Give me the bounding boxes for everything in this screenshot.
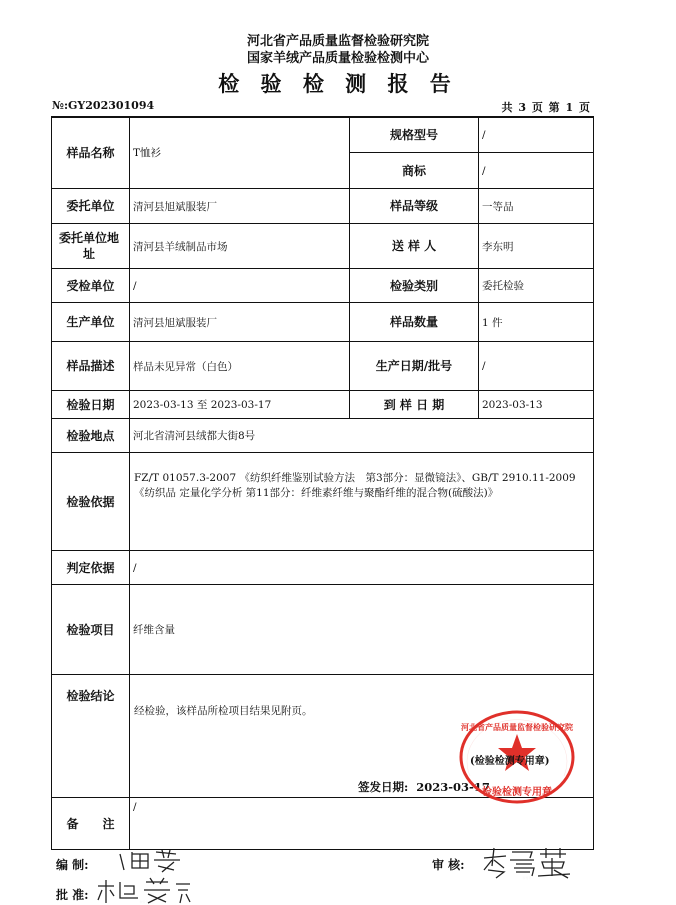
quantity-label: 样品数量: [389, 315, 438, 329]
test-date-label: 检验日期: [66, 397, 115, 412]
production-date-label: 生产日期/批号: [375, 359, 453, 373]
description-label: 样品描述: [66, 359, 115, 373]
report-number: №:GY202301094: [52, 99, 155, 112]
basis-value: FZ/T 01057.3-2007 《纺织纤维鉴别试验方法 第3部分：显微镜法》、GB/T 2910.11-2009 《纺织品 定量化学分析 第11部分：纤维素纤维与聚酯纤维的混合物(硫酸法)》: [134, 472, 576, 499]
compiler-signature: [118, 848, 188, 874]
approver-label: 批 准:: [56, 888, 89, 902]
inspect-type-label: 检验类别: [389, 278, 438, 293]
row-line: [51, 674, 594, 675]
client-address-value: 清河县羊绒制品市场: [133, 240, 228, 253]
inspect-type-value: 委托检验: [482, 280, 524, 292]
spec-value: /: [482, 128, 486, 141]
approver-signature: [94, 876, 194, 905]
inspected-unit-value: /: [133, 279, 137, 292]
brand-value: /: [482, 164, 486, 177]
client-value: 清河县旭斌服装厂: [133, 200, 217, 213]
remark-label: 备 注: [66, 816, 115, 831]
svg-text:柳爱景: 柳爱景: [139, 900, 149, 904]
sample-name-value: T恤衫: [133, 147, 162, 159]
institute-name: 河北省产品质量监督检验研究院: [246, 34, 429, 49]
arrival-date-label: 到 样 日 期: [383, 397, 445, 412]
location-label: 检验地点: [66, 428, 115, 443]
svg-text:李雪英: 李雪英: [522, 876, 532, 880]
quantity-value: 1 件: [482, 316, 503, 329]
reviewer-label: 审 核:: [432, 858, 465, 872]
test-items-value: 纤维含量: [133, 624, 175, 636]
location-value: 河北省清河县绒都大街8号: [133, 430, 256, 442]
reviewer-signature: [482, 846, 572, 880]
spec-label: 规格型号: [389, 127, 438, 142]
sender-label: 送 样 人: [391, 239, 437, 253]
sample-name-label: 样品名称: [66, 145, 115, 160]
client-address-label: 委托单位地址: [58, 231, 119, 261]
svg-text:检验检测专用章: 检验检测专用章: [482, 787, 552, 798]
basis-label: 检验依据: [66, 494, 115, 509]
test-date-value: 2023-03-13 至 2023-03-17: [133, 399, 272, 411]
judge-basis-label: 判定依据: [66, 560, 115, 575]
svg-text:河北省产品质量监督检验研究院: 河北省产品质量监督检验研究院: [461, 723, 573, 732]
brand-label: 商标: [401, 163, 426, 178]
description-value: 样品未见异常（白色）: [133, 360, 238, 373]
producer-label: 生产单位: [66, 315, 115, 329]
producer-value: 清河县旭斌服装厂: [133, 316, 217, 329]
seal-caption: (检验检测专用章): [470, 756, 550, 767]
sender-value: 李东明: [482, 240, 514, 253]
client-label: 委托单位: [66, 199, 115, 213]
test-items-label: 检验项目: [66, 622, 115, 637]
report-title: 检 验 检 测 报 告: [218, 71, 458, 96]
center-name: 国家羊绒产品质量检验检测中心: [246, 51, 429, 66]
arrival-date-value: 2023-03-13: [482, 398, 543, 411]
judge-basis-value: /: [133, 561, 137, 574]
issue-date-value: 2023-03-17: [416, 780, 490, 794]
svg-text:田芳: 田芳: [149, 870, 157, 874]
grade-label: 样品等级: [389, 199, 438, 213]
page-info: 共 3 页 第 1 页: [501, 101, 590, 114]
production-date-value: /: [482, 360, 486, 372]
row-line: [51, 452, 594, 453]
inspected-unit-label: 受检单位: [66, 278, 115, 293]
issue-date-label: 签发日期:: [358, 780, 409, 794]
conclusion-label: 检验结论: [66, 689, 115, 703]
grade-value: 一等品: [482, 200, 514, 213]
conclusion-value: 经检验，该样品所检项目结果见附页。: [134, 705, 313, 717]
compiler-label: 编 制:: [56, 858, 89, 872]
remark-value: /: [133, 801, 137, 813]
